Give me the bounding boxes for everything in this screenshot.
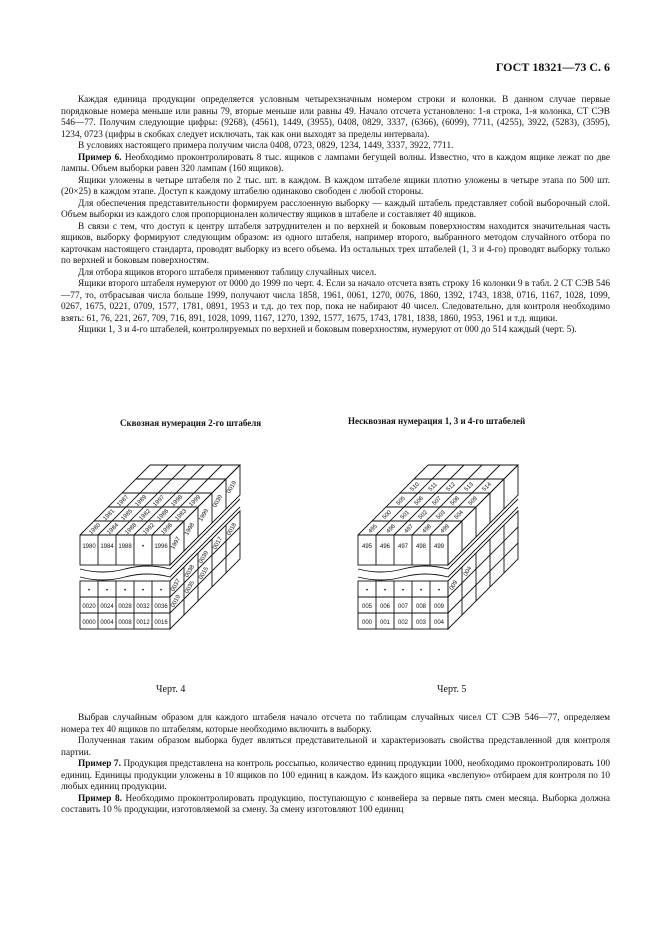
front-face-upper bbox=[80, 535, 170, 565]
side-box-label: 004 bbox=[463, 565, 474, 578]
front-box-label: 499 bbox=[433, 544, 445, 550]
paragraph: Для отбора ящиков второго штабеля применяют таблицу случайных чисел. bbox=[78, 267, 377, 278]
paragraph: В условиях настоящего примера получим числа 0408, 0723, 0829, 1234, 1449, 3337, 3922, 7711. bbox=[78, 141, 454, 151]
side-box-label: 1997 bbox=[170, 536, 183, 551]
front-box-label: 1984 bbox=[100, 544, 114, 550]
front-face-upper bbox=[358, 535, 448, 565]
paragraph-example-8: Пример 8. Необходимо проконтролировать продукцию, поступающую с конвейера за первые пять смен месяца. Выборка должна составить 10 % продукции, изготовляемой за смену. За смену изготовляют 100 единиц bbox=[61, 793, 611, 815]
front-box-label: • bbox=[123, 588, 127, 594]
paragraph: В связи с тем, что доступ к центру штабеля затруднителен и по верхней и боковым поверхностям находится значительная часть ящиков, выборку формируют следующим образом: из одного штабеля, например второго, выбранного методом случайного отбора по карточкам настоящего стандарта, проводят выборку из всего объема. Из остальных трех штабелей (1, 3 и 4-го) проводят выборку только по верхней и боковым поверхностям. bbox=[61, 221, 610, 266]
front-box-label: • bbox=[87, 588, 91, 594]
front-box-label: • bbox=[105, 588, 109, 594]
front-box-label: • bbox=[141, 544, 145, 550]
top-box-label: 501 bbox=[399, 509, 411, 521]
figure5-stack-diagram bbox=[340, 435, 570, 675]
top-box-label: 504 bbox=[453, 509, 465, 521]
side-box-label: 0017 bbox=[212, 536, 225, 551]
front-box-label: 0024 bbox=[100, 604, 114, 610]
front-box-label: • bbox=[365, 588, 369, 594]
front-box-label: 0012 bbox=[136, 620, 150, 626]
paragraph: Для обеспечения представительности формируем расслоенную выборку — каждый штабель представляет собой выборочный слой. Объем выборки из каждого слоя пропорционален количеству ящиков в штабеле и составляет 40 ящиков. bbox=[61, 198, 610, 220]
top-box-label: 1992 bbox=[142, 522, 157, 537]
front-box-label: 1980 bbox=[82, 544, 96, 550]
front-box-label: 006 bbox=[379, 604, 391, 610]
paragraph: Ящики второго штабеля нумеруют от 0000 до 1999 по черт. 4. Если за начало отсчета взять строку 16 колонки 9 в табл. 2 СТ СЭВ 546—77, то, отбрасывая числа больше 1999, получают числа 1858, 1961, 0061, 1270, 0076, 1860, 1392, 1743, 1838, 0716, 1167, 1028, 1099, 0267, 1675, 0221, 0709, 1577, 1781, 0891, 1953 и т.д. до тех пор, пока не набирают 40 чисел. Следовательно, для контроля необходимо взять: 61, 76, 221, 267, 709, 716, 891, 1028, 1099, 1167, 1270, 1392, 1577, 1675, 1743, 1781, 1838, 1860, 1953, 1961 и т.д. ящики. bbox=[61, 279, 610, 324]
front-box-label: • bbox=[419, 588, 423, 594]
front-box-label: 003 bbox=[415, 620, 427, 626]
figure4-stack-diagram bbox=[62, 435, 292, 675]
top-box-label: 513 bbox=[463, 481, 475, 493]
front-box-label: • bbox=[159, 588, 163, 594]
top-box-label: 1982 bbox=[138, 508, 153, 523]
front-box-label: 1996 bbox=[154, 544, 168, 550]
top-box-label: 495 bbox=[367, 523, 379, 535]
front-box-label: • bbox=[383, 588, 387, 594]
top-text-block bbox=[61, 95, 610, 337]
paragraph: Каждая единица продукции определяется условным четырехзначным номером строки и колонки. В данном случае первые порядковые номера меньше или равны 79, вторые меньше или равны 49. Начало отсчета установлено: 1-я строка, 1-я колонка, СТ СЭВ 546—77. Получим следующие цифры: (9268), (4561), 1449, (3955), 0408, 0829, 3337, (6366), (6099), 7711, (4255), 3922, (5283), (3595), 1234, 0723 (цифры в скобках следует исключать, так как они выходят за пределы интервала). bbox=[61, 95, 610, 140]
top-box-label: 1997 bbox=[152, 494, 167, 509]
front-box-label: 001 bbox=[379, 620, 391, 626]
front-box-label: 495 bbox=[361, 544, 373, 550]
front-box-label: 005 bbox=[361, 604, 373, 610]
paragraph: Ящики 1, 3 и 4-го штабелей, контролируемых по верхней и боковым поверхностям, нумеруют от 000 до 514 каждый (черт. 5). bbox=[78, 325, 577, 335]
side-box-label: 009 bbox=[449, 579, 460, 592]
front-box-label: 004 bbox=[433, 620, 445, 626]
grid-line bbox=[170, 527, 240, 597]
front-box-label: 498 bbox=[415, 544, 427, 550]
front-box-label: 0008 bbox=[118, 620, 132, 626]
top-box-label: 1996 bbox=[160, 522, 175, 537]
top-box-label: 1989 bbox=[134, 494, 149, 509]
side-box-label: 0037 bbox=[170, 578, 183, 593]
side-box-label: 0038 bbox=[184, 564, 197, 579]
front-box-label: 0036 bbox=[154, 604, 168, 610]
top-box-label: 499 bbox=[439, 523, 451, 535]
top-box-label: 505 bbox=[395, 495, 407, 507]
front-box-label: 496 bbox=[379, 544, 391, 550]
top-box-label: 1984 bbox=[106, 522, 121, 537]
front-box-label: 0016 bbox=[154, 620, 168, 626]
top-box-label: 1981 bbox=[102, 508, 117, 523]
top-box-label: 1983 bbox=[174, 508, 189, 523]
front-box-label: • bbox=[141, 588, 145, 594]
side-box-label: 0039 bbox=[198, 550, 211, 565]
bottom-text-block bbox=[61, 713, 610, 817]
side-box-label: 0039 bbox=[212, 494, 225, 509]
top-box-label: 1980 bbox=[88, 522, 103, 537]
top-box-label: 509 bbox=[467, 495, 479, 507]
front-box-label: 008 bbox=[415, 604, 427, 610]
front-box-label: 009 bbox=[433, 604, 445, 610]
figure4-caption: Черт. 4 bbox=[156, 684, 186, 695]
paragraph: Полученная таким образом выборка будет являться представительной и характеризовать свойства представленной для контроля партии. bbox=[61, 736, 610, 758]
paragraph: Выбрав случайным образом для каждого штабеля начало отсчета по таблицам случайных чисел СТ СЭВ 546—77, определяем номера тех 40 ящиков по штабелям, которые необходимо включить в выборку. bbox=[61, 713, 610, 735]
top-box-label: 1986 bbox=[156, 508, 171, 523]
side-box-label: 0019 bbox=[170, 594, 183, 609]
top-box-label: 514 bbox=[481, 481, 493, 493]
top-box-label: 1998 bbox=[170, 494, 185, 509]
paragraph: Ящики уложены в четыре штабеля по 2 тыс. шт. в каждом. В каждом штабеле ящики плотно уложены в четыре этапа по 500 шт. (20×25) в каждом этапе. Доступ к каждому штабелю одинаково свободен с любой стороны. bbox=[61, 175, 610, 197]
side-face-lower bbox=[448, 511, 518, 629]
top-box-label: 1985 bbox=[120, 508, 135, 523]
side-box-label: 0035 bbox=[184, 580, 197, 595]
side-box-label: 0018 bbox=[226, 522, 239, 537]
top-box-label: 1999 bbox=[188, 494, 203, 509]
front-box-label: 000 bbox=[361, 620, 373, 626]
front-box-label: 0028 bbox=[118, 604, 132, 610]
top-box-label: 507 bbox=[431, 495, 443, 507]
figure5-title: Несквозная нумерация 1, 3 и 4-го штабелей bbox=[348, 416, 526, 426]
side-box-label: 1999 bbox=[198, 508, 211, 523]
top-box-label: 506 bbox=[413, 495, 425, 507]
top-box-label: 512 bbox=[445, 481, 457, 493]
top-box-label: 497 bbox=[403, 523, 415, 535]
front-box-label: • bbox=[401, 588, 405, 594]
page-header: ГОСТ 18321—73 С. 6 bbox=[495, 60, 610, 74]
side-box-label: 1998 bbox=[184, 522, 197, 537]
front-box-label: 0000 bbox=[82, 620, 96, 626]
paragraph-example-7: Пример 7. Продукция представлена на контроль россыпью, количество единиц продукции 1000, необходимо проконтролировать 100 единиц. Единицы продукции уложены в 10 ящиков по 100 единиц в каждом. Из каждого ящика «вслепую» отбираем для контроля по 10 любых единиц продукции. bbox=[61, 759, 611, 792]
top-box-label: 1988 bbox=[124, 522, 139, 537]
top-box-label: 503 bbox=[435, 509, 447, 521]
top-box-label: 511 bbox=[427, 481, 439, 493]
paragraph-example-6: Пример 6. Необходимо проконтролировать 8 тыс. ящиков с лампами бегущей волны. Известно, что в каждом ящике лежат по две лампы. Объем выборки равен 320 лампам (160 ящиков). bbox=[61, 152, 610, 174]
front-box-label: • bbox=[437, 588, 441, 594]
top-box-label: 498 bbox=[421, 523, 433, 535]
front-box-label: 007 bbox=[397, 604, 409, 610]
side-box-label: 0019 bbox=[226, 480, 239, 495]
front-box-label: 0032 bbox=[136, 604, 150, 610]
front-box-label: 1988 bbox=[118, 544, 132, 550]
front-box-label: 0020 bbox=[82, 604, 96, 610]
grid-line bbox=[448, 527, 518, 597]
top-box-label: 508 bbox=[449, 495, 461, 507]
figure5-caption: Черт. 5 bbox=[437, 684, 467, 695]
top-box-label: 510 bbox=[409, 481, 421, 493]
top-box-label: 496 bbox=[385, 523, 397, 535]
grid-line bbox=[448, 543, 518, 613]
front-box-label: 497 bbox=[397, 544, 409, 550]
front-box-label: 002 bbox=[397, 620, 409, 626]
top-box-label: 500 bbox=[381, 509, 393, 521]
front-box-label: 0004 bbox=[100, 620, 114, 626]
side-box-label: 0015 bbox=[198, 566, 211, 581]
top-box-label: 502 bbox=[417, 509, 429, 521]
figure4-title: Сквозная нумерация 2-го штабеля bbox=[120, 418, 262, 428]
top-box-label: 1987 bbox=[116, 494, 131, 509]
